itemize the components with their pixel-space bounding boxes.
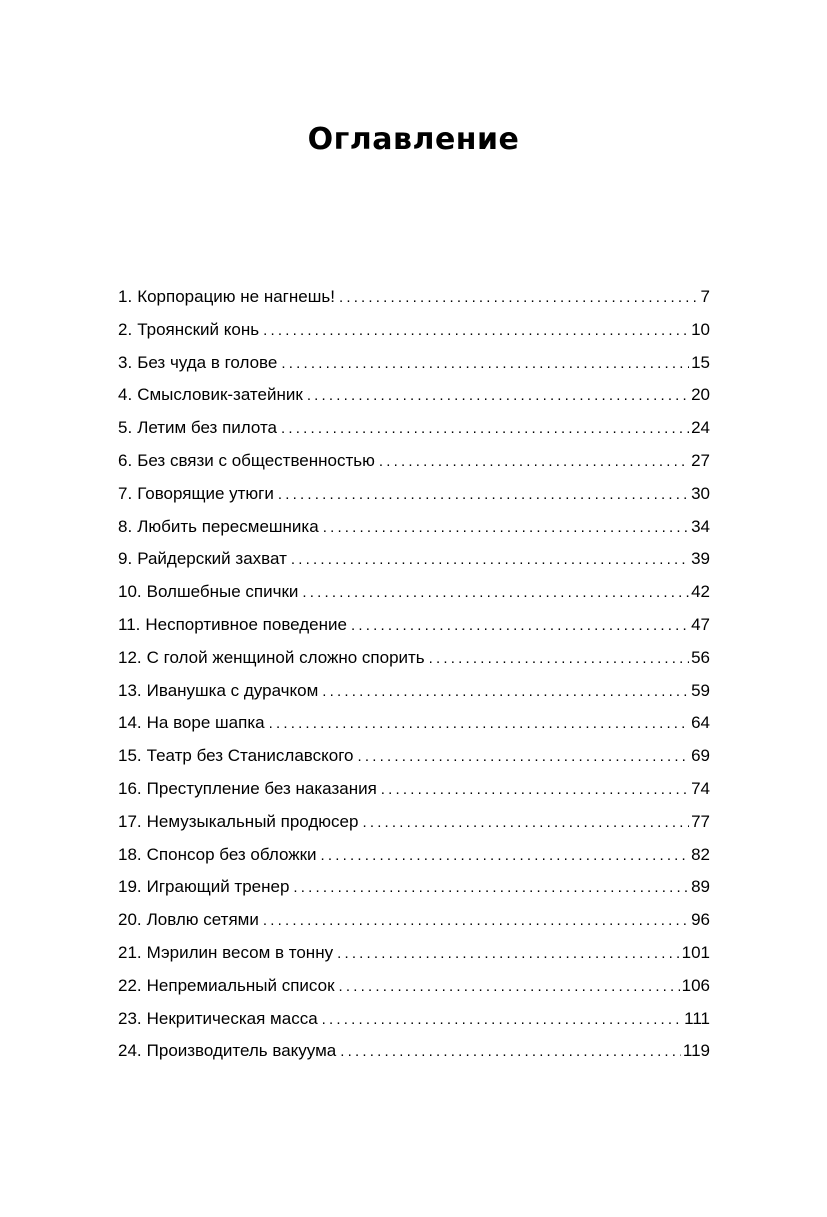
dot-leader [278, 481, 689, 509]
toc-entry [118, 709, 710, 742]
toc-entry [118, 742, 710, 775]
table-of-contents [118, 283, 710, 1070]
toc-entry-number: 22. [118, 975, 142, 995]
dot-leader [351, 612, 689, 640]
toc-entry [118, 1005, 710, 1038]
toc-entry [118, 316, 710, 349]
dot-leader [307, 382, 689, 410]
toc-entry-title: Некритическая масса [146, 1008, 318, 1028]
toc-entry-number: 23. [118, 1008, 142, 1028]
toc-entry-title: Спонсор без обложки [146, 844, 317, 864]
toc-entry-number: 8. [118, 516, 133, 536]
toc-entry [118, 972, 710, 1005]
toc-entry [118, 808, 710, 841]
toc-entry-number: 21. [118, 942, 142, 962]
dot-leader [340, 1038, 681, 1066]
toc-entry-page: 77 [691, 811, 710, 831]
toc-entry [118, 414, 710, 447]
toc-entry-page: 42 [691, 582, 710, 602]
toc-entry-number: 19. [118, 877, 142, 897]
toc-entry-title: Без чуда в голове [137, 352, 278, 372]
toc-entry-page: 47 [691, 614, 710, 634]
dot-leader [263, 907, 689, 935]
toc-entry [118, 381, 710, 414]
toc-entry-title: Райдерский захват [137, 549, 287, 569]
toc-entry [118, 283, 710, 316]
toc-entry-page: 101 [681, 942, 710, 962]
toc-entry-title: Немузыкальный продюсер [146, 811, 359, 831]
toc-entry-page: 24 [691, 418, 710, 438]
toc-entry-title: Играющий тренер [146, 877, 290, 897]
toc-entry-page: 74 [691, 778, 710, 798]
toc-entry-page: 56 [691, 647, 710, 667]
toc-entry-page: 59 [691, 680, 710, 700]
dot-leader [281, 350, 689, 378]
dot-leader [293, 874, 689, 902]
dot-leader [322, 1006, 683, 1034]
toc-entry-title: С голой женщиной сложно спорить [146, 647, 425, 667]
toc-entry [118, 611, 710, 644]
toc-entry [118, 841, 710, 874]
toc-entry-number: 5. [118, 418, 133, 438]
toc-entry-page: 7 [700, 287, 710, 306]
toc-entry [118, 906, 710, 939]
toc-entry [118, 873, 710, 906]
toc-entry-number: 6. [118, 450, 133, 470]
toc-entry-page: 15 [691, 352, 710, 372]
toc-entry-title: Непремиальный список [146, 975, 335, 995]
toc-entry-number: 11. [118, 614, 141, 634]
toc-entry-page: 89 [691, 877, 710, 897]
toc-entry-page: 39 [691, 549, 710, 569]
toc-entry [118, 513, 710, 546]
toc-entry [118, 447, 710, 480]
toc-entry-page: 27 [691, 450, 710, 470]
page-title: Оглавление [307, 122, 520, 157]
toc-entry-title: Без связи с общественностью [137, 450, 375, 470]
toc-entry-page: 106 [681, 975, 710, 995]
toc-entry-title: Корпорацию не нагнешь! [137, 287, 335, 306]
toc-entry-number: 20. [118, 910, 142, 930]
toc-entry-title: Театр без Станиславского [146, 746, 354, 766]
dot-leader [362, 809, 689, 837]
toc-entry-title: Преступление без наказания [146, 778, 377, 798]
toc-entry-number: 24. [118, 1041, 142, 1061]
toc-entry-title: Неспортивное поведение [145, 614, 347, 634]
toc-entry-title: Троянский конь [137, 319, 260, 339]
toc-entry [118, 775, 710, 808]
toc-entry-number: 15. [118, 746, 142, 766]
dot-leader [358, 743, 690, 771]
dot-leader [322, 678, 689, 706]
dot-leader [291, 546, 689, 574]
toc-entry-title: Иванушка с дурачком [146, 680, 319, 700]
dot-leader [323, 514, 689, 542]
toc-entry-number: 7. [118, 483, 133, 503]
toc-entry-number: 12. [118, 647, 142, 667]
toc-entry-page: 119 [682, 1041, 710, 1061]
dot-leader [339, 284, 699, 312]
toc-entry [118, 480, 710, 513]
toc-entry-number: 17. [118, 811, 142, 831]
dot-leader [337, 940, 680, 968]
toc-entry [118, 677, 710, 710]
toc-entry-page: 10 [691, 319, 710, 339]
toc-entry [118, 349, 710, 382]
toc-entry-number: 2. [118, 319, 133, 339]
toc-entry-page: 34 [691, 516, 710, 536]
dot-leader [321, 842, 690, 870]
toc-entry [118, 578, 710, 611]
toc-entry-title: Смысловик-затейник [137, 385, 303, 405]
dot-leader [379, 448, 689, 476]
toc-entry-title: Производитель вакуума [146, 1041, 337, 1061]
toc-entry-number: 3. [118, 352, 133, 372]
toc-entry-page: 64 [691, 713, 710, 733]
toc-entry-page: 82 [691, 844, 710, 864]
toc-entry-number: 1. [118, 287, 133, 306]
toc-entry-number: 4. [118, 385, 133, 405]
dot-leader [339, 973, 680, 1001]
toc-entry [118, 644, 710, 677]
toc-entry-page: 96 [691, 910, 710, 930]
toc-entry-title: На воре шапка [146, 713, 265, 733]
toc-entry-title: Любить пересмешника [137, 516, 319, 536]
dot-leader [281, 415, 689, 443]
toc-entry-title: Говорящие утюги [137, 483, 274, 503]
toc-entry-number: 9. [118, 549, 133, 569]
toc-entry [118, 545, 710, 578]
dot-leader [429, 645, 689, 673]
toc-entry-title: Волшебные спички [146, 582, 299, 602]
toc-entry-number: 16. [118, 778, 142, 798]
toc-entry [118, 1037, 710, 1070]
dot-leader [263, 317, 689, 345]
dot-leader [302, 579, 689, 607]
toc-entry-title: Мэрилин весом в тонну [146, 942, 334, 962]
toc-entry-number: 10. [118, 582, 142, 602]
toc-entry-page: 20 [691, 385, 710, 405]
toc-entry-title: Летим без пилота [137, 418, 278, 438]
toc-entry-page: 30 [691, 483, 710, 503]
dot-leader [269, 710, 689, 738]
toc-entry-page: 69 [691, 746, 710, 766]
toc-entry-number: 18. [118, 844, 142, 864]
toc-entry-title: Ловлю сетями [146, 910, 259, 930]
toc-entry-number: 13. [118, 680, 142, 700]
dot-leader [381, 776, 689, 804]
toc-entry-number: 14. [118, 713, 142, 733]
toc-entry [118, 939, 710, 972]
toc-entry-page: 111 [684, 1008, 710, 1028]
